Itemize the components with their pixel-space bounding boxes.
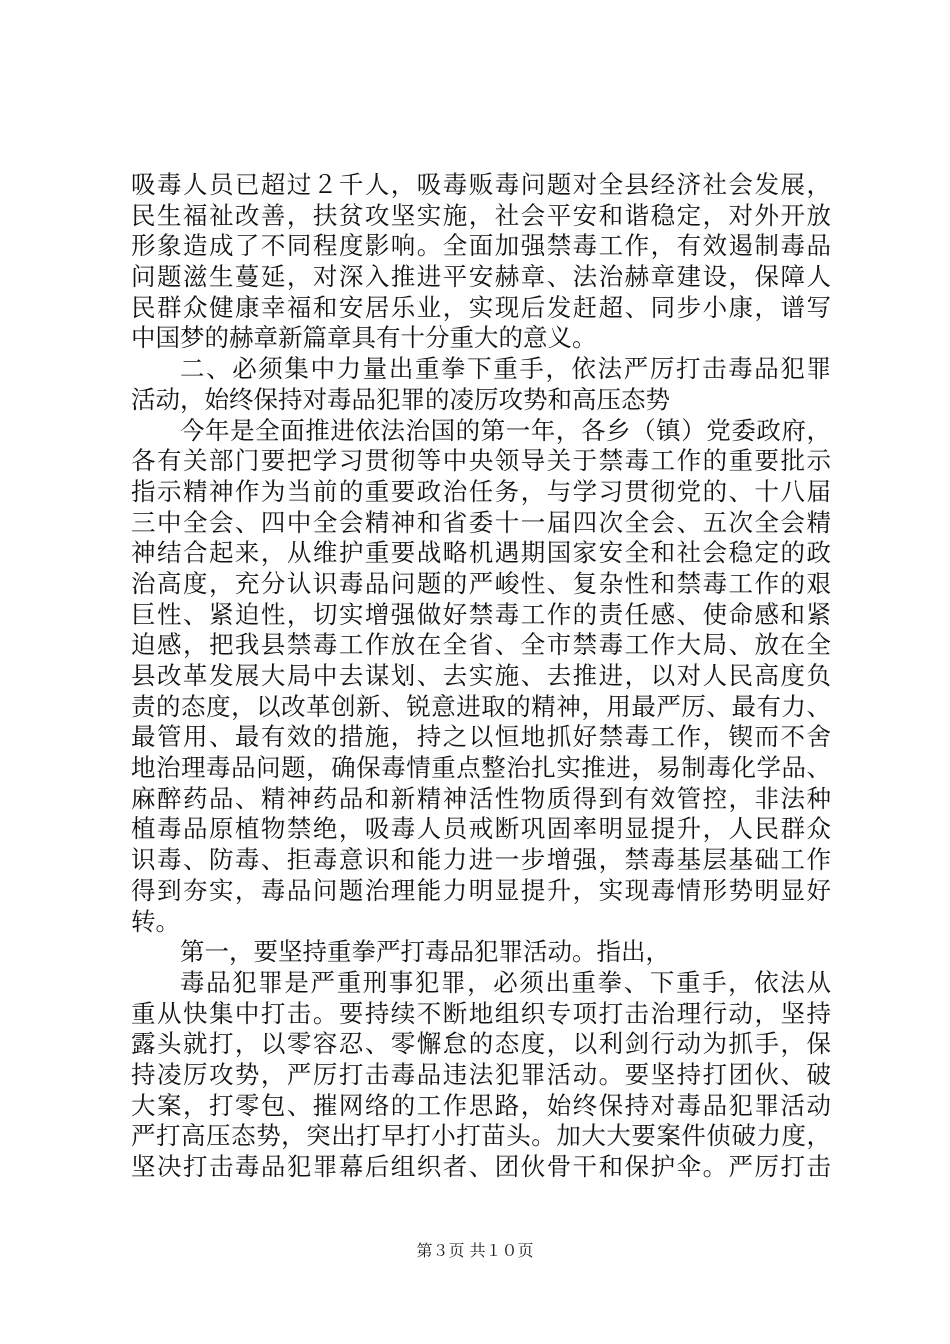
section-heading-line: 二、必须集中力量出重拳下重手，依法严厉打击毒品犯罪	[180, 354, 831, 384]
text-line: 民群众健康幸福和安居乐业，实现后发赶超、同步小康，谱写	[131, 292, 831, 322]
text-line: 坚决打击毒品犯罪幕后组织者、团伙骨干和保护伞。严厉打击	[131, 1152, 831, 1181]
subheading-line: 第一，要坚持重拳严打毒品犯罪活动。指出，	[180, 937, 670, 967]
text-line: 中国梦的赫章新篇章具有十分重大的意义。	[131, 323, 597, 353]
text-line: 植毒品原植物禁绝，吸毒人员戒断巩固率明显提升，人民群众	[131, 814, 831, 844]
text-line: 指示精神作为当前的重要政治任务，与学习贯彻党的、十八届	[131, 476, 831, 506]
text-line: 得到夯实，毒品问题治理能力明显提升，实现毒情形势明显好	[131, 875, 831, 905]
text-line: 今年是全面推进依法治国的第一年，各乡（镇）党委政府，	[180, 415, 831, 445]
text-line: 露头就打，以零容忍、零懈怠的态度，以利剑行动为抓手，保	[131, 1029, 831, 1059]
text-line: 形象造成了不同程度影响。全面加强禁毒工作，有效遏制毒品	[131, 231, 831, 261]
text-line: 三中全会、四中全会精神和省委十一届四次全会、五次全会精	[131, 507, 831, 537]
text-line: 各有关部门要把学习贯彻等中央领导关于禁毒工作的重要批示	[131, 446, 831, 476]
text-line: 巨性、紧迫性，切实增强做好禁毒工作的责任感、使命感和紧	[131, 599, 831, 629]
text-line: 民生福祉改善，扶贫攻坚实施，社会平安和谐稳定，对外开放	[131, 200, 831, 230]
text-line: 吸毒人员已超过２千人，吸毒贩毒问题对全县经济社会发展，	[131, 170, 831, 199]
text-line: 重从快集中打击。要持续不断地组织专项打击治理行动，坚持	[131, 998, 831, 1028]
text-line: 大案，打零包、摧网络的工作思路，始终保持对毒品犯罪活动	[131, 1090, 831, 1120]
text-line: 治高度，充分认识毒品问题的严峻性、复杂性和禁毒工作的艰	[131, 568, 831, 598]
text-line: 麻醉药品、精神药品和新精神活性物质得到有效管控，非法种	[131, 783, 831, 813]
page-number-footer: 第３页 共１０页	[416, 1241, 534, 1260]
document-body	[131, 170, 831, 1183]
text-line: 识毒、防毒、拒毒意识和能力进一步增强，禁毒基层基础工作	[131, 845, 831, 875]
text-line: 地治理毒品问题，确保毒情重点整治扎实推进，易制毒化学品、	[131, 753, 831, 783]
text-line: 毒品犯罪是严重刑事犯罪，必须出重拳、下重手，依法从	[180, 967, 831, 997]
text-line: 持凌厉攻势，严厉打击毒品违法犯罪活动。要坚持打团伙、破	[131, 1059, 831, 1089]
text-line: 迫感，把我县禁毒工作放在全省、全市禁毒工作大局、放在全	[131, 630, 831, 660]
text-line: 责的态度，以改革创新、锐意进取的精神，用最严厉、最有力、	[131, 691, 831, 721]
text-line: 最管用、最有效的措施，持之以恒地抓好禁毒工作，锲而不舍	[131, 722, 831, 752]
section-heading-line: 活动，始终保持对毒品犯罪的凌厉攻势和高压态势	[131, 384, 670, 414]
text-line: 转。	[131, 906, 180, 936]
text-line: 神结合起来，从维护重要战略机遇期国家安全和社会稳定的政	[131, 538, 831, 568]
text-line: 严打高压态势，突出打早打小打苗头。加大大要案件侦破力度，	[131, 1121, 831, 1151]
text-line: 县改革发展大局中去谋划、去实施、去推进，以对人民高度负	[131, 661, 831, 690]
text-line: 问题滋生蔓延，对深入推进平安赫章、法治赫章建设，保障人	[131, 262, 831, 292]
